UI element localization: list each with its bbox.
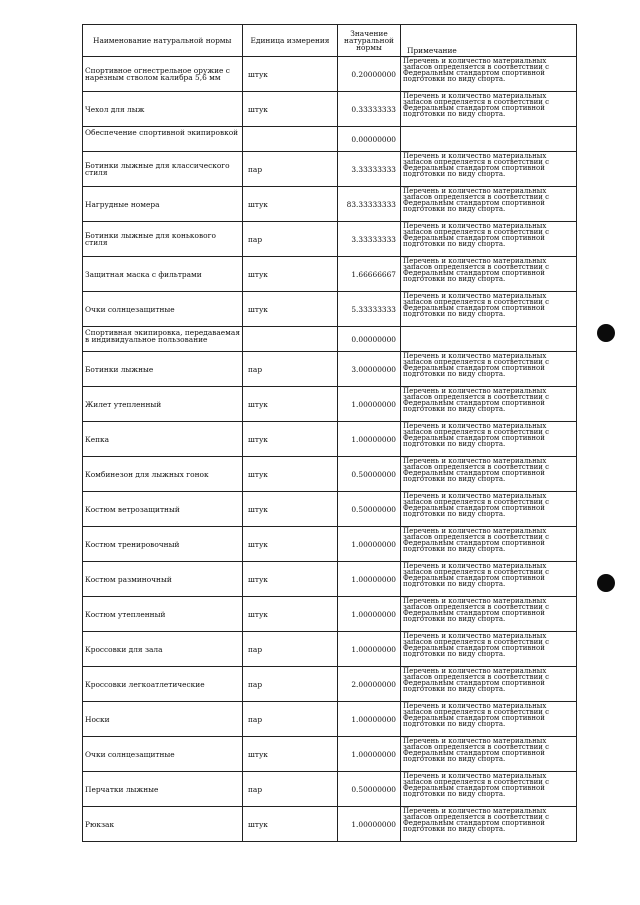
punch-hole-bottom xyxy=(597,574,615,592)
table-row xyxy=(83,187,577,222)
cell-unit: штук xyxy=(243,492,338,527)
table-row xyxy=(83,92,577,127)
cell-name: Рюкзак xyxy=(83,807,243,842)
cell-note xyxy=(401,127,577,152)
table-row xyxy=(83,807,577,842)
cell-name: Обеспечение спортивной экипировкой xyxy=(83,127,243,152)
cell-value: 83.33333333 xyxy=(338,187,401,222)
cell-value: 3.33333333 xyxy=(338,152,401,187)
section-row xyxy=(83,327,577,352)
cell-unit: пар xyxy=(243,152,338,187)
cell-note: Перечень и количество материальных запасов определяется в соответствии с Федеральным стандартом спортивной подготовки по виду спорта. xyxy=(401,492,577,527)
cell-value: 1.00000000 xyxy=(338,702,401,737)
cell-unit: штук xyxy=(243,737,338,772)
cell-value: 1.00000000 xyxy=(338,387,401,422)
cell-name: Кроссовки легкоатлетические xyxy=(83,667,243,702)
cell-unit: штук xyxy=(243,807,338,842)
cell-unit: пар xyxy=(243,772,338,807)
cell-unit: штук xyxy=(243,422,338,457)
table-header-row xyxy=(83,25,577,57)
table-row xyxy=(83,292,577,327)
cell-note: Перечень и количество материальных запасов определяется в соответствии с Федеральным стандартом спортивной подготовки по виду спорта. xyxy=(401,807,577,842)
table-row xyxy=(83,492,577,527)
cell-value: 3.00000000 xyxy=(338,352,401,387)
cell-unit: штук xyxy=(243,57,338,92)
norms-table xyxy=(82,24,577,842)
cell-value: 0.33333333 xyxy=(338,92,401,127)
cell-value: 1.00000000 xyxy=(338,562,401,597)
cell-value: 1.00000000 xyxy=(338,422,401,457)
cell-note: Перечень и количество материальных запасов определяется в соответствии с Федеральным стандартом спортивной подготовки по виду спорта. xyxy=(401,632,577,667)
cell-name: Спортивное огнестрельное оружие с нарезным стволом калибра 5,6 мм xyxy=(83,57,243,92)
cell-note: Перечень и количество материальных запасов определяется в соответствии с Федеральным стандартом спортивной подготовки по виду спорта. xyxy=(401,737,577,772)
cell-unit: штук xyxy=(243,562,338,597)
cell-name: Ботинки лыжные xyxy=(83,352,243,387)
cell-note: Перечень и количество материальных запасов определяется в соответствии с Федеральным стандартом спортивной подготовки по виду спорта. xyxy=(401,772,577,807)
cell-note xyxy=(401,327,577,352)
cell-note: Перечень и количество материальных запасов определяется в соответствии с Федеральным стандартом спортивной подготовки по виду спорта. xyxy=(401,702,577,737)
header-unit: Единица измерения xyxy=(243,25,338,57)
cell-unit: штук xyxy=(243,292,338,327)
cell-value: 0.00000000 xyxy=(338,127,401,152)
cell-note: Перечень и количество материальных запасов определяется в соответствии с Федеральным стандартом спортивной подготовки по виду спорта. xyxy=(401,187,577,222)
cell-value: 1.00000000 xyxy=(338,737,401,772)
cell-name: Очки солнцезащитные xyxy=(83,737,243,772)
table-row xyxy=(83,527,577,562)
cell-value: 2.00000000 xyxy=(338,667,401,702)
cell-value: 1.66666667 xyxy=(338,257,401,292)
cell-unit: штук xyxy=(243,597,338,632)
cell-unit xyxy=(243,127,338,152)
cell-value: 1.00000000 xyxy=(338,527,401,562)
cell-value: 1.00000000 xyxy=(338,632,401,667)
cell-note: Перечень и количество материальных запасов определяется в соответствии с Федеральным стандартом спортивной подготовки по виду спорта. xyxy=(401,292,577,327)
table-row xyxy=(83,772,577,807)
cell-note: Перечень и количество материальных запасов определяется в соответствии с Федеральным стандартом спортивной подготовки по виду спорта. xyxy=(401,457,577,492)
cell-value: 0.00000000 xyxy=(338,327,401,352)
cell-unit: пар xyxy=(243,222,338,257)
cell-value: 1.00000000 xyxy=(338,597,401,632)
cell-unit xyxy=(243,327,338,352)
table-row xyxy=(83,257,577,292)
cell-value: 0.50000000 xyxy=(338,457,401,492)
cell-name: Носки xyxy=(83,702,243,737)
cell-name: Кроссовки для зала xyxy=(83,632,243,667)
table-row xyxy=(83,352,577,387)
cell-value: 5.33333333 xyxy=(338,292,401,327)
table-row xyxy=(83,57,577,92)
document-page xyxy=(82,24,576,842)
table-row xyxy=(83,152,577,187)
table-row xyxy=(83,667,577,702)
table-row xyxy=(83,422,577,457)
header-note: Примечание xyxy=(401,25,577,57)
cell-unit: штук xyxy=(243,457,338,492)
table-row xyxy=(83,737,577,772)
cell-name: Кепка xyxy=(83,422,243,457)
cell-name: Костюм утепленный xyxy=(83,597,243,632)
table-row xyxy=(83,632,577,667)
cell-note: Перечень и количество материальных запасов определяется в соответствии с Федеральным стандартом спортивной подготовки по виду спорта. xyxy=(401,352,577,387)
cell-name: Ботинки лыжные для конькового стиля xyxy=(83,222,243,257)
cell-note: Перечень и количество материальных запасов определяется в соответствии с Федеральным стандартом спортивной подготовки по виду спорта. xyxy=(401,387,577,422)
table-row xyxy=(83,387,577,422)
cell-unit: штук xyxy=(243,92,338,127)
cell-unit: пар xyxy=(243,632,338,667)
cell-note: Перечень и количество материальных запасов определяется в соответствии с Федеральным стандартом спортивной подготовки по виду спорта. xyxy=(401,597,577,632)
punch-hole-top xyxy=(597,324,615,342)
cell-value: 0.50000000 xyxy=(338,772,401,807)
cell-value: 3.33333333 xyxy=(338,222,401,257)
cell-unit: штук xyxy=(243,527,338,562)
cell-note: Перечень и количество материальных запасов определяется в соответствии с Федеральным стандартом спортивной подготовки по виду спорта. xyxy=(401,152,577,187)
cell-name: Комбинезон для лыжных гонок xyxy=(83,457,243,492)
cell-name: Очки солнцезащитные xyxy=(83,292,243,327)
cell-note: Перечень и количество материальных запасов определяется в соответствии с Федеральным стандартом спортивной подготовки по виду спорта. xyxy=(401,257,577,292)
cell-unit: пар xyxy=(243,702,338,737)
cell-name: Костюм ветрозащитный xyxy=(83,492,243,527)
cell-name: Спортивная экипировка, передаваемая в индивидуальное пользование xyxy=(83,327,243,352)
cell-name: Чехол для лыж xyxy=(83,92,243,127)
section-row xyxy=(83,127,577,152)
cell-note: Перечень и количество материальных запасов определяется в соответствии с Федеральным стандартом спортивной подготовки по виду спорта. xyxy=(401,562,577,597)
cell-unit: штук xyxy=(243,187,338,222)
cell-note: Перечень и количество материальных запасов определяется в соответствии с Федеральным стандартом спортивной подготовки по виду спорта. xyxy=(401,222,577,257)
cell-name: Ботинки лыжные для классического стиля xyxy=(83,152,243,187)
cell-unit: пар xyxy=(243,352,338,387)
table-row xyxy=(83,457,577,492)
cell-name: Нагрудные номера xyxy=(83,187,243,222)
cell-note: Перечень и количество материальных запасов определяется в соответствии с Федеральным стандартом спортивной подготовки по виду спорта. xyxy=(401,92,577,127)
cell-value: 0.50000000 xyxy=(338,492,401,527)
cell-note: Перечень и количество материальных запасов определяется в соответствии с Федеральным стандартом спортивной подготовки по виду спорта. xyxy=(401,527,577,562)
cell-unit: пар xyxy=(243,667,338,702)
header-value: Значение натуральной нормы xyxy=(338,25,401,57)
cell-note: Перечень и количество материальных запасов определяется в соответствии с Федеральным стандартом спортивной подготовки по виду спорта. xyxy=(401,57,577,92)
table-row xyxy=(83,222,577,257)
cell-value: 1.00000000 xyxy=(338,807,401,842)
cell-unit: штук xyxy=(243,387,338,422)
table-row xyxy=(83,597,577,632)
cell-unit: штук xyxy=(243,257,338,292)
header-name: Наименование натуральной нормы xyxy=(83,25,243,57)
cell-name: Перчатки лыжные xyxy=(83,772,243,807)
cell-note: Перечень и количество материальных запасов определяется в соответствии с Федеральным стандартом спортивной подготовки по виду спорта. xyxy=(401,667,577,702)
table-row xyxy=(83,562,577,597)
cell-value: 0.20000000 xyxy=(338,57,401,92)
table-row xyxy=(83,702,577,737)
cell-name: Защитная маска с фильтрами xyxy=(83,257,243,292)
cell-note: Перечень и количество материальных запасов определяется в соответствии с Федеральным стандартом спортивной подготовки по виду спорта. xyxy=(401,422,577,457)
cell-name: Жилет утепленный xyxy=(83,387,243,422)
cell-name: Костюм разминочный xyxy=(83,562,243,597)
cell-name: Костюм тренировочный xyxy=(83,527,243,562)
